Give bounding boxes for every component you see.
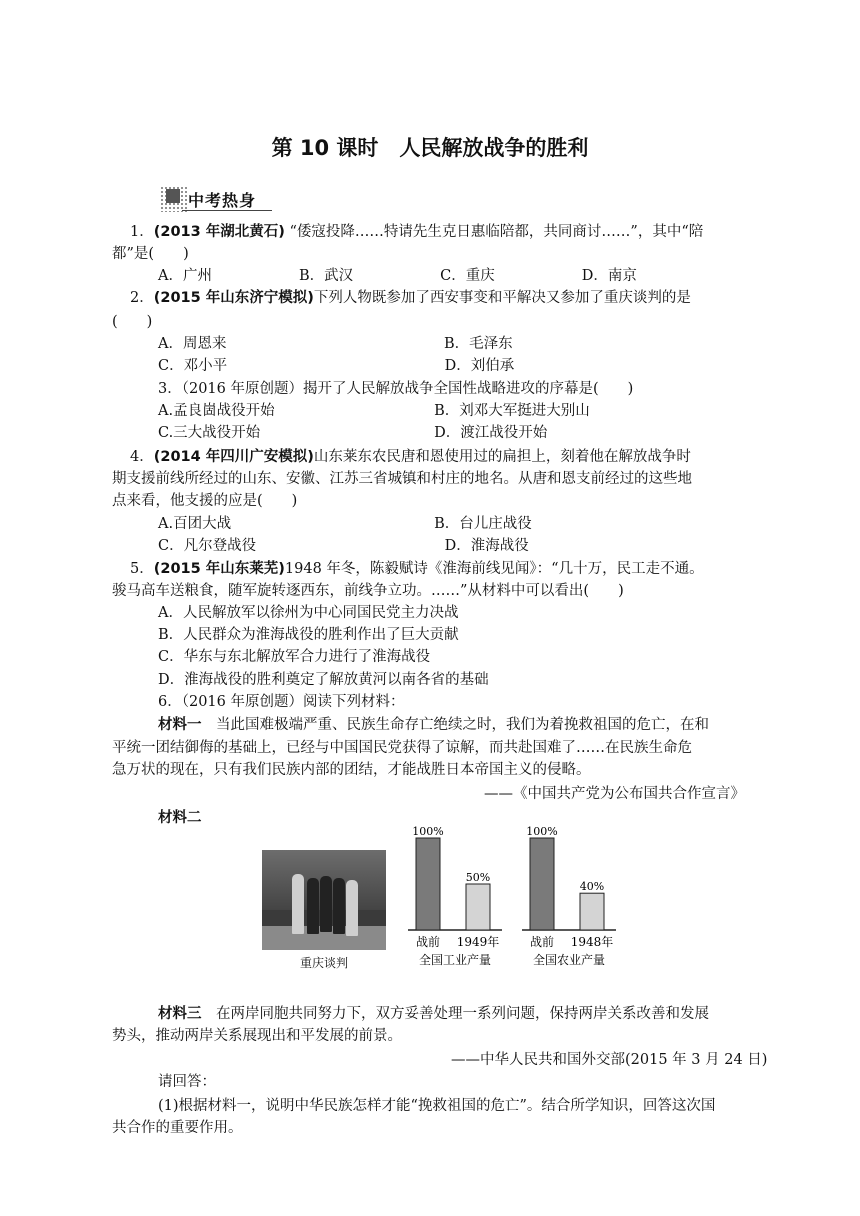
text-run: C．凡尔登战役 D．淮海战役 <box>158 538 529 554</box>
chart-axis-label: 全国农业产量 <box>532 953 606 967</box>
text-run: ( ) <box>112 314 153 330</box>
text-run: C.三大战役开始 D．渡江战役开始 <box>158 425 548 441</box>
chart-bar <box>466 884 490 930</box>
text-line <box>158 354 514 375</box>
text-run: 急万状的现在，只有我们民族内部的团结，才能战胜日本帝国主义的侵略。 <box>112 762 591 778</box>
chongqing-negotiation-photo <box>262 850 386 950</box>
text-run: C．邓小平 D．刘伯承 <box>158 358 515 374</box>
text-run: 4． <box>130 449 154 465</box>
chart-category-label: 1949年 <box>456 935 500 949</box>
text-line <box>112 310 152 331</box>
text-run: (1)根据材料一，说明中华民族怎样才能“挽救祖国的危亡”。结合所学知识，回答这次国 <box>158 1098 716 1114</box>
chart-category-label: 战前 <box>415 935 441 949</box>
text-line <box>130 286 691 307</box>
text-run: ——《中国共产党为公布国共合作宣言》 <box>484 786 745 802</box>
text-run: 山东莱东农民唐和恩使用过的扁担上，刻着他在解放战争时 <box>313 449 691 465</box>
bold-source-label: 材料二 <box>158 810 202 826</box>
section-title: 中考热身 <box>188 191 257 210</box>
text-line <box>112 489 297 510</box>
production-bar-charts <box>402 820 622 970</box>
text-line <box>158 713 709 734</box>
text-line <box>158 399 590 420</box>
text-line <box>158 645 430 666</box>
section-badge <box>160 186 270 212</box>
page-title: 第 10 课时 人民解放战争的胜利 <box>271 136 589 160</box>
text-line <box>451 1048 767 1069</box>
text-line <box>112 242 189 263</box>
text-line <box>158 690 405 711</box>
chart-bar <box>530 838 554 930</box>
text-line <box>112 1024 402 1045</box>
text-run: 1948 年冬，陈毅赋诗《淮海前线见闻》：“几十万，民工走不通。 <box>284 561 704 577</box>
chart-data-label: 50% <box>465 871 491 884</box>
section-underline <box>182 210 272 211</box>
chart-category-label: 战前 <box>529 935 555 949</box>
text-line <box>484 782 745 803</box>
text-run: C．华东与东北解放军合力进行了淮海战役 <box>158 649 431 665</box>
text-run: 期支援前线所经过的山东、安徽、江苏三省城镇和村庄的地名。从唐和恩支前经过的这些地 <box>112 471 692 487</box>
chart-data-label: 40% <box>579 880 605 894</box>
text-run: 都”是( ) <box>112 246 189 262</box>
text-run: “倭寇投降……特请先生克日惠临陪都，共同商讨……”，其中“陪 <box>284 224 704 240</box>
text-line <box>112 1116 243 1137</box>
text-run: 在两岸同胞共同努力下，双方妥善处理一系列问题，保持两岸关系改善和发展 <box>201 1006 709 1022</box>
text-run: 共合作的重要作用。 <box>112 1120 243 1136</box>
text-line <box>112 758 591 779</box>
text-run: 6．（2016 年原创题）阅读下列材料： <box>158 694 405 710</box>
text-run: 势头，推动两岸关系展现出和平发展的前景。 <box>112 1028 402 1044</box>
chart-axis-label: 全国工业产量 <box>418 953 492 967</box>
text-line <box>112 579 624 600</box>
chart-data-label: 100% <box>412 825 444 838</box>
photo-caption: 重庆谈判 <box>299 956 348 970</box>
text-line <box>158 806 202 827</box>
chart-bar <box>580 893 604 930</box>
chart-bar <box>416 838 440 930</box>
text-run: B．人民群众为淮海战役的胜利作出了巨大贡献 <box>158 627 459 643</box>
text-run: 5． <box>130 561 154 577</box>
text-run: D．淮海战役的胜利奠定了解放黄河以南各省的基础 <box>158 672 489 688</box>
text-line <box>158 534 529 555</box>
text-line <box>112 736 692 757</box>
text-run: A.百团大战 B．台儿庄战役 <box>158 516 532 532</box>
text-run: A．广州 B．武汉 C．重庆 D．南京 <box>158 268 637 284</box>
text-run: 1． <box>130 224 154 240</box>
text-line <box>130 557 704 578</box>
chart-data-label: 100% <box>526 825 558 838</box>
text-line <box>158 601 458 622</box>
bold-source-label: 材料三 <box>158 1006 202 1022</box>
bold-source-label: (2014 年四川广安模拟) <box>153 449 314 465</box>
text-run: A.孟良崮战役开始 B．刘邓大军挺进大别山 <box>158 403 590 419</box>
text-line <box>158 332 513 353</box>
text-run: 当此国难极端严重、民族生命存亡绝续之时，我们为着挽救祖国的危亡，在和 <box>201 717 709 733</box>
text-line <box>158 668 489 689</box>
text-line <box>158 512 532 533</box>
bold-source-label: 材料一 <box>158 717 202 733</box>
bold-source-label: (2013 年湖北黄石) <box>153 224 285 240</box>
material-two-figure <box>262 820 622 970</box>
text-run: 点来看，他支援的应是( ) <box>112 493 298 509</box>
text-line <box>158 623 459 644</box>
text-run: 2． <box>130 290 154 306</box>
text-run: 骏马高车送粮食，随军旋转逐西东，前线争立功。……”从材料中可以看出( ) <box>112 583 624 599</box>
text-line <box>158 421 547 442</box>
text-run: A．人民解放军以徐州为中心同国民党主力决战 <box>158 605 459 621</box>
bold-source-label: (2015 年山东济宁模拟) <box>153 290 314 306</box>
text-line <box>130 220 703 241</box>
badge-square-icon <box>166 189 180 203</box>
text-line <box>158 1094 715 1115</box>
text-run: 3．（2016 年原创题）揭开了人民解放战争全国性战略进攻的序幕是( ) <box>158 381 634 397</box>
text-run: 下列人物既参加了西安事变和平解决又参加了重庆谈判的是 <box>313 290 691 306</box>
text-line <box>112 467 692 488</box>
text-line <box>158 1070 216 1091</box>
bold-source-label: (2015 年山东莱芜) <box>153 561 285 577</box>
text-run: 请回答： <box>158 1074 216 1090</box>
text-line <box>158 264 637 285</box>
text-line <box>130 445 691 466</box>
chart-category-label: 1948年 <box>570 935 614 949</box>
text-run: ——中华人民共和国外交部(2015 年 3 月 24 日) <box>451 1052 768 1068</box>
text-line <box>158 377 633 398</box>
text-line <box>158 1002 709 1023</box>
text-run: A．周恩来 B．毛泽东 <box>158 336 513 352</box>
text-run: 平统一团结御侮的基础上，已经与中国国民党获得了谅解，而共赴国难了……在民族生命危 <box>112 740 692 756</box>
